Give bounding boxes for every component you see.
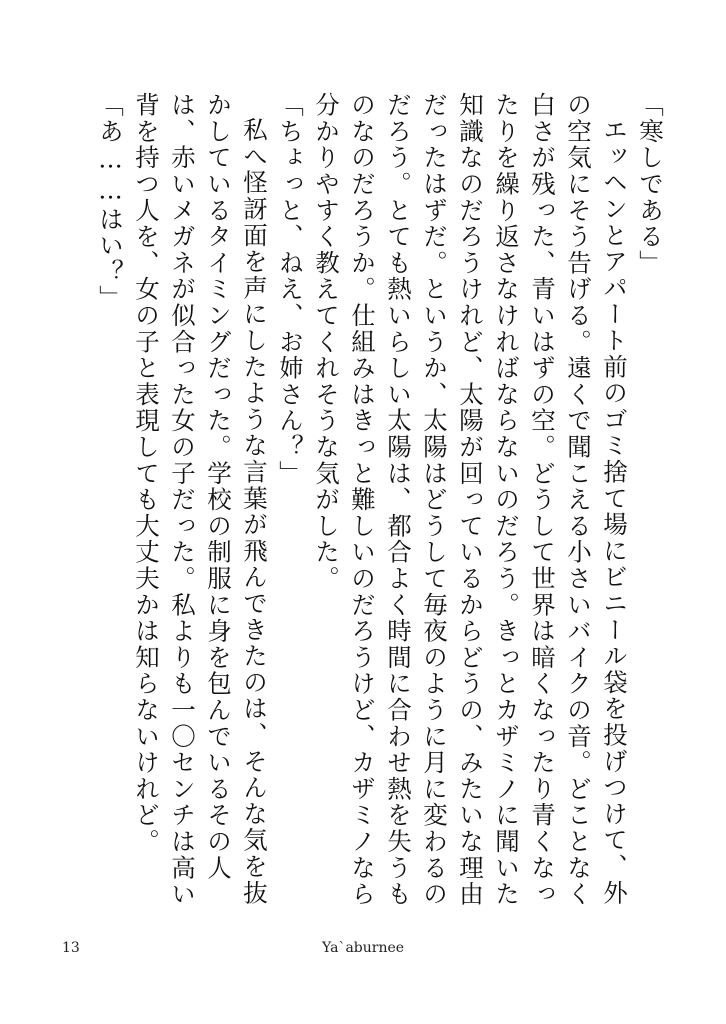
dialogue-line: 「ちょっと、ねえ、お姉さん？」 xyxy=(276,92,305,487)
vertical-text-body xyxy=(96,92,668,922)
narration-paragraph: 私へ怪訝面を声にしたような言葉が飛んできたのは、そんな気を抜かしているタイミングだった。学校の制服に身を包んでいるその人は、赤いメガネが似合った女の子だった。私よりも一〇センチは高い背を持つ人を、女の子と表現しても大丈夫かは知らないけれど。 xyxy=(132,92,269,908)
page-number: 13 xyxy=(62,940,80,956)
narration-paragraph: エッヘンとアパート前のゴミ捨て場にビニール袋を投げつけて、外の空気にそう告げる。遠くで聞こえる小さいバイクの音。どことなく白さが残った、青いはずの空。どうして世界は暗くなったり青くなったりを繰り返さなければならないのだろう。きっとカザミノに聞いた知識なのだろうけれど、太陽が回っているからどうの、みたいな理由だったはずだ。というか、太陽はどうして毎夜のように月に変わるのだろう。とても熱いらしい太陽は、都合よく時間に合わせ熱を失うものなのだろうか。仕組みはきっと難しいのだろうけど、カザミノなら分かりやすく教えてくれそうな気がした。 xyxy=(312,92,629,908)
dialogue-line: 「寒しである」 xyxy=(636,92,665,277)
dialogue-line: 「あ……はい？」 xyxy=(96,92,125,312)
page-footer xyxy=(0,940,726,964)
running-title: Ya`aburnee xyxy=(321,940,405,956)
